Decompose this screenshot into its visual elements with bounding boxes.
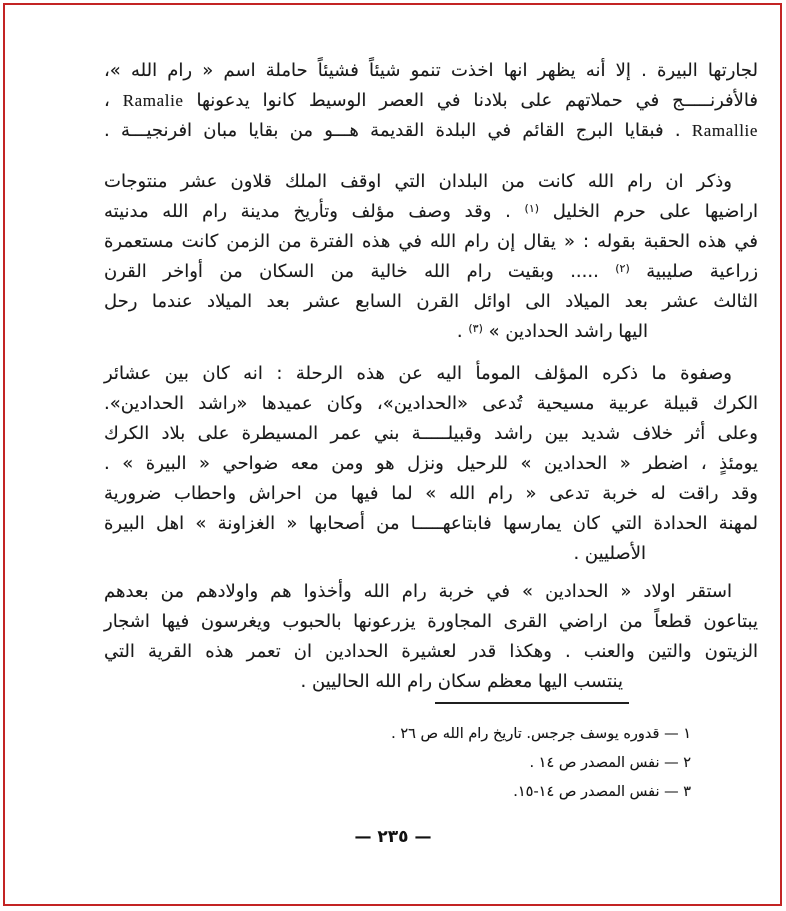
paragraph-3 bbox=[104, 359, 758, 569]
text-segment: زراعية صليبية bbox=[629, 261, 759, 282]
page-number: — ٢٣٥ — bbox=[354, 827, 432, 847]
text-line: يومئذٍ ، اضطر « الحدادين » للرحيل ونزل هو ومن معه ضواحي « البيرة » . bbox=[104, 453, 758, 474]
footnote-marker-3: (٣) bbox=[468, 322, 483, 335]
latin-word: Ramallie bbox=[691, 121, 758, 140]
footnote-marker-2: (٢) bbox=[615, 262, 630, 275]
paragraph-1 bbox=[104, 56, 758, 146]
text-line: يبتاعون قطعاً من اراضي القرى المجاورة يزرعونها بالحبوب ويغرسون فيها اشجار bbox=[104, 611, 758, 632]
text-line: وعلى أثر خلاف شديد بين راشد وقبيلـــــة بني عمر المسيطرة على بلاد الكرك bbox=[104, 423, 758, 444]
text-segment: اليها راشد الحدادين » bbox=[482, 321, 648, 342]
text-segment: . وقد وصف مؤلف وتأريخ مدينة رام الله مدنيته bbox=[104, 201, 525, 222]
footnote-2: ٢ — نفس المصدر ص ١٤ . bbox=[529, 755, 691, 771]
text-line bbox=[104, 116, 758, 146]
paragraph-2 bbox=[104, 167, 758, 347]
text-line: الزيتون والتين والعنب . وهكذا قدر لعشيرة الحدادين ان تعمر هذه القرية التي bbox=[104, 641, 758, 662]
footnotes-section bbox=[104, 702, 758, 807]
text-line: لجارتها البيرة . إلا أنه يظهر انها اخذت تنمو شيئاً فشيئاً حاملة اسم « رام الله »، bbox=[104, 60, 758, 81]
text-line bbox=[104, 86, 758, 116]
text-line bbox=[104, 197, 758, 227]
text-line: الأصليين . bbox=[573, 543, 646, 564]
text-line: الثالث عشر بعد الميلاد الى اوائل القرن السابع عشر بعد الميلاد عندما رحل bbox=[104, 291, 758, 312]
text-line: في هذه الحقبة بقوله : « يقال إن رام الله في هذه الفترة من الزمن كانت مستعمرة bbox=[104, 231, 758, 252]
text-line: وقد راقت له خربة تدعى « رام الله » لما فيها من احراش واحطاب ضرورية bbox=[104, 483, 758, 504]
text-line bbox=[104, 317, 758, 347]
text-segment: . bbox=[456, 321, 469, 342]
text-segment: ، bbox=[104, 90, 123, 111]
text-line: لمهنة الحدادة التي كان يمارسها فابتاعهـــــا من أصحابها « الغزاونة » اهل البيرة bbox=[104, 513, 758, 534]
text-segment: فالأفرنـــــج في حملاتهم على بلادنا في العصر الوسيط كانوا يدعونها bbox=[183, 90, 758, 111]
paragraph-4 bbox=[104, 577, 758, 697]
footnote-3: ٣ — نفس المصدر ص ١٤-١٥. bbox=[513, 784, 691, 800]
text-line: وذكر ان رام الله كانت من البلدان التي اوقف الملك قلاون عشر منتوجات bbox=[104, 171, 732, 192]
text-line: وصفوة ما ذكره المؤلف المومأ اليه عن هذه الرحلة : انه كان بين عشائر bbox=[104, 363, 732, 384]
latin-word: Ramalie bbox=[122, 91, 184, 110]
footnote-separator bbox=[435, 702, 629, 704]
text-line: استقر اولاد « الحدادين » في خربة رام الله وأخذوا هم واولادهم من بعدهم bbox=[104, 581, 732, 602]
footnote-1: ١ — قدوره يوسف جرجس. تاريخ رام الله ص ٢٦ . bbox=[391, 726, 691, 742]
text-segment: اراضيها على حرم الخليل bbox=[539, 201, 758, 222]
footnote-marker-1: (١) bbox=[524, 202, 540, 215]
text-line: ينتسب اليها معظم سكان رام الله الحاليين . bbox=[300, 671, 623, 692]
page-body bbox=[104, 56, 758, 697]
text-segment: . فبقايا البرج القائم في البلدة القديمة هـــو من بقايا مبان افرنجيـــة . bbox=[104, 120, 692, 141]
text-segment: ..... وبقيت رام الله خالية من السكان من أواخر القرن bbox=[104, 261, 616, 282]
text-line bbox=[104, 257, 758, 287]
text-line: الكرك قبيلة عربية مسيحية تُدعى «الحدادين»، وكان عميدها «راشد الحدادين». bbox=[104, 393, 758, 414]
